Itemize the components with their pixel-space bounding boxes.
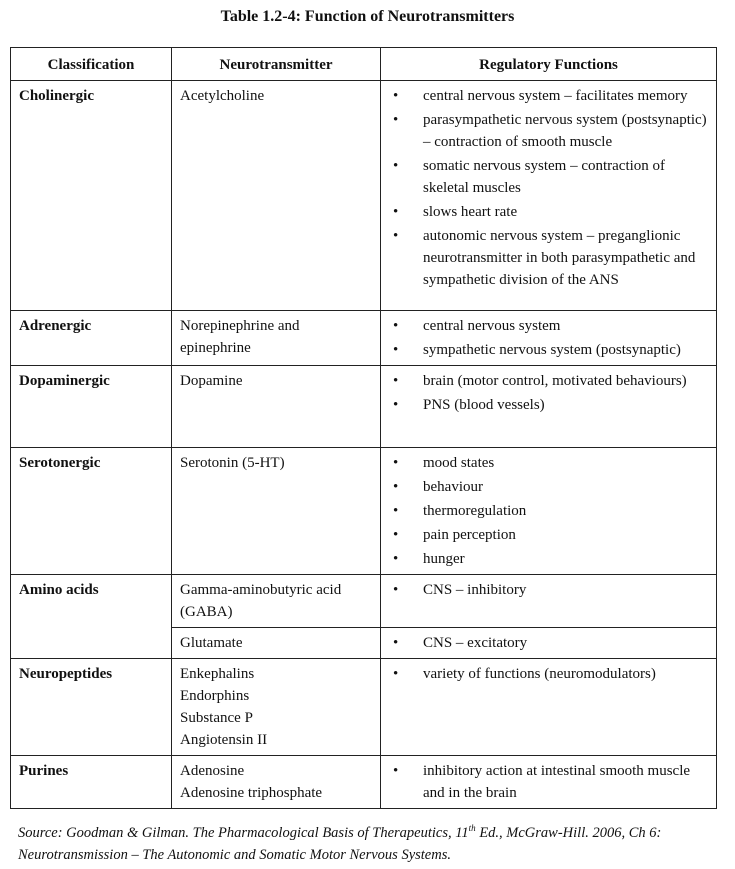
header-row (11, 48, 717, 81)
function-item: • autonomic nervous system – preganglionic neurotransmitter in both parasympathetic and sympathetic division of the ANS (381, 225, 710, 291)
source-superscript: th (468, 823, 476, 833)
classification-cell: Purines (11, 756, 172, 809)
neurotransmitter-cell (172, 575, 381, 628)
function-item: • CNS – excitatory (381, 632, 710, 654)
function-item: • PNS (blood vessels) (381, 394, 710, 416)
functions-list (381, 370, 710, 416)
functions-cell (381, 448, 717, 575)
neurotransmitter-cell (172, 628, 381, 659)
neurotransmitter-name: Substance P (180, 710, 253, 726)
classification-cell: Amino acids (11, 575, 172, 659)
neurotransmitter-cell (172, 659, 381, 756)
function-item: • brain (motor control, motivated behaviours) (381, 370, 710, 392)
neurotransmitter-cell (172, 756, 381, 809)
function-item: • mood states (381, 452, 710, 474)
classification-cell: Dopaminergic (11, 366, 172, 448)
table-row (11, 366, 717, 448)
neurotransmitter-cell (172, 448, 381, 575)
function-item: • thermoregulation (381, 500, 710, 522)
function-item: • variety of functions (neuromodulators) (381, 663, 710, 685)
table-row (11, 448, 717, 575)
functions-cell (381, 81, 717, 311)
table-row (11, 756, 717, 809)
neurotransmitter-table (10, 47, 717, 809)
neurotransmitter-name: Enkephalins (180, 666, 255, 682)
table-row (11, 659, 717, 756)
function-item: • slows heart rate (381, 201, 710, 223)
functions-list (381, 579, 710, 601)
neurotransmitter-name: Endorphins (180, 688, 250, 704)
column-header-neurotransmitter: Neurotransmitter (172, 48, 381, 81)
functions-cell (381, 311, 717, 366)
table-row (11, 575, 717, 628)
neurotransmitter-name: Adenosine triphosphate (180, 785, 323, 801)
neurotransmitter-name: Gamma-aminobutyric acid (GABA) (180, 582, 342, 620)
source-text-part1: Source: Goodman & Gilman. The Pharmacological Basis of Therapeutics, 11 (18, 825, 469, 841)
function-item: • behaviour (381, 476, 710, 498)
function-item: • central nervous system – facilitates memory (381, 85, 710, 107)
function-item: • sympathetic nervous system (postsynaptic) (381, 339, 710, 361)
function-item: • CNS – inhibitory (381, 579, 710, 601)
neurotransmitter-name: Angiotensin II (180, 732, 268, 748)
classification-cell: Neuropeptides (11, 659, 172, 756)
functions-cell (381, 628, 717, 659)
function-item: • inhibitory action at intestinal smooth muscle and in the brain (381, 760, 710, 804)
function-item: • central nervous system (381, 315, 710, 337)
functions-cell (381, 659, 717, 756)
table-row (11, 81, 717, 311)
functions-list (381, 85, 710, 291)
functions-cell (381, 366, 717, 448)
functions-list (381, 760, 710, 804)
neurotransmitter-name: Acetylcholine (180, 88, 265, 104)
function-item: • hunger (381, 548, 710, 570)
table-body (11, 81, 717, 809)
neurotransmitter-name: Adenosine (180, 763, 245, 779)
column-header-classification: Classification (11, 48, 172, 81)
neurotransmitter-name: Glutamate (180, 635, 243, 651)
column-header-regulatory-functions: Regulatory Functions (381, 48, 717, 81)
source-citation (18, 822, 733, 866)
classification-cell: Serotonergic (11, 448, 172, 575)
classification-cell: Adrenergic (11, 311, 172, 366)
functions-list (381, 632, 710, 654)
functions-cell (381, 756, 717, 809)
classification-cell: Cholinergic (11, 81, 172, 311)
functions-list (381, 663, 710, 685)
neurotransmitter-cell (172, 311, 381, 366)
table-row (11, 311, 717, 366)
functions-list (381, 452, 710, 570)
functions-cell (381, 575, 717, 628)
neurotransmitter-cell (172, 81, 381, 311)
functions-list (381, 315, 710, 361)
function-item: • parasympathetic nervous system (postsynaptic) – contraction of smooth muscle (381, 109, 710, 153)
neurotransmitter-name: Dopamine (180, 373, 243, 389)
function-item: • pain perception (381, 524, 710, 546)
neurotransmitter-name: Serotonin (5-HT) (180, 455, 285, 471)
function-item: • somatic nervous system – contraction of skeletal muscles (381, 155, 710, 199)
neurotransmitter-name: Norepinephrine and epinephrine (180, 318, 300, 356)
source-text-part2: Ed., McGraw-Hill. 2006, Ch 6: Neurotransmission – The Autonomic and Somatic Motor Nervous Systems. (18, 825, 662, 863)
table-title: Table 1.2-4: Function of Neurotransmitters (220, 8, 515, 25)
neurotransmitter-cell (172, 366, 381, 448)
